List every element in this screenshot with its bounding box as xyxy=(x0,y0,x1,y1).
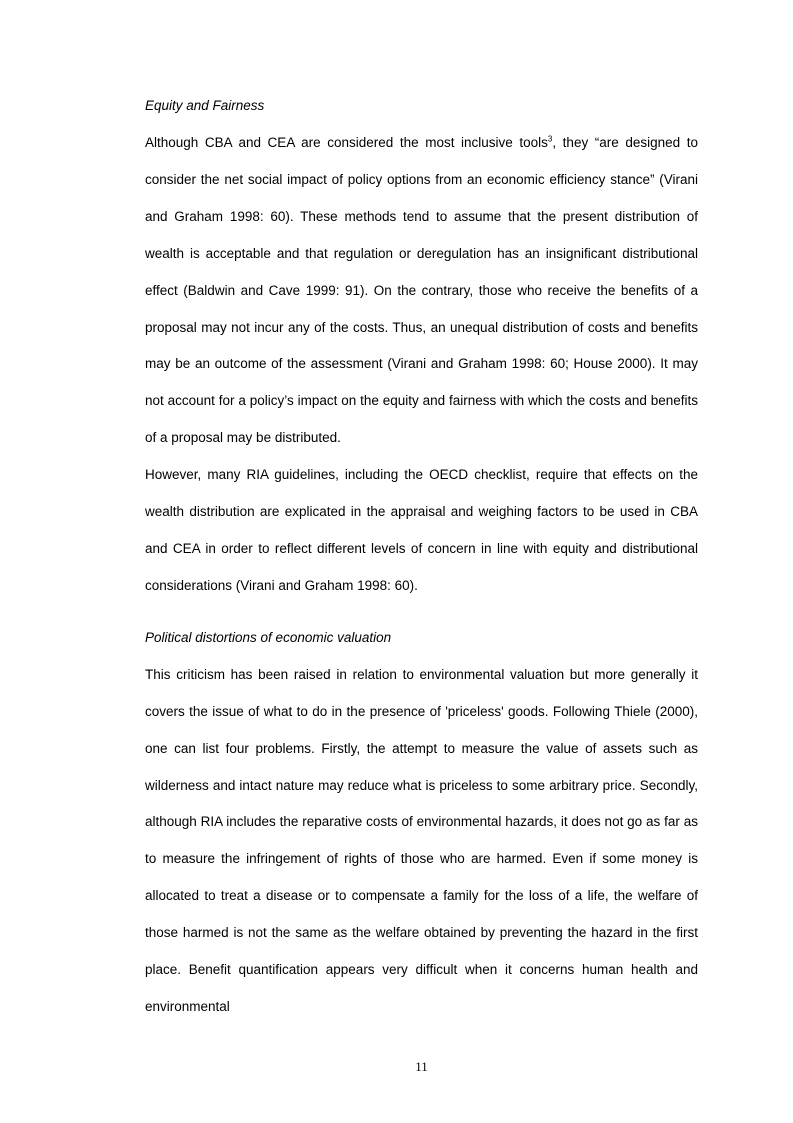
paragraph-text: Although CBA and CEA are considered the most inclusive tools xyxy=(145,135,548,150)
section-heading-political-distortions: Political distortions of economic valuation xyxy=(145,629,392,645)
page-body xyxy=(145,95,698,1026)
paragraph-equity-2: However, many RIA guidelines, including the OECD checklist, require that effects on the wealth distribution are explicated in the appraisal and weighing factors to be used in CBA and CEA in order to reflect different levels of concern in line with equity and distributional considerations (Virani and Graham 1998: 60). xyxy=(145,467,698,593)
paragraph-text: , they “are designed to consider the net social impact of policy options from an economic efficiency stance” (Virani and Graham 1998: 60). These methods tend to assume that the present distribution of wealth is acceptable and that regulation or deregulation has an insignificant distributional effect (Baldwin and Cave 1999: 91). On the contrary, those who receive the benefits of a proposal may not incur any of the costs. Thus, an unequal distribution of costs and benefits may be an outcome of the assessment (Virani and Graham 1998: 60; House 2000). It may not account for a policy’s impact on the equity and fairness with which the costs and benefits of a proposal may be distributed. xyxy=(145,135,698,446)
footnote-reference: 3 xyxy=(547,134,553,144)
paragraph-equity-1 xyxy=(145,125,698,457)
paragraph-political-1: This criticism has been raised in relation to environmental valuation but more generally it covers the issue of what to do in the presence of 'priceless' goods. Following Thiele (2000), one can list four problems. Firstly, the attempt to measure the value of assets such as wilderness and intact nature may reduce what is priceless to some arbitrary price. Secondly, although RIA includes the reparative costs of environmental hazards, it does not go as far as to measure the infringement of rights of those who are harmed. Even if some money is allocated to treat a disease or to compensate a family for the loss of a life, the welfare of those harmed is not the same as the welfare obtained by preventing the hazard in the first place. Benefit quantification appears very difficult when it concerns human health and environmental xyxy=(145,666,698,1014)
section-heading-equity-fairness: Equity and Fairness xyxy=(145,98,265,113)
page-number: 11 xyxy=(415,1059,428,1074)
